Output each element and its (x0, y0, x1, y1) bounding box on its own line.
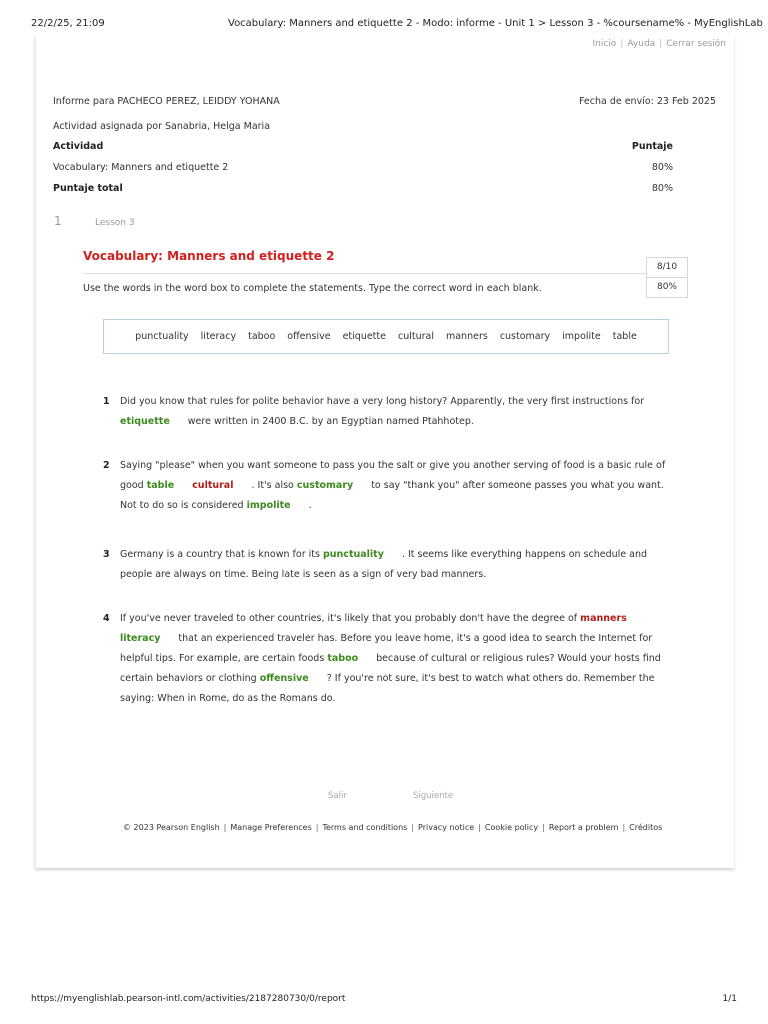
question-text-part: . It seems like everything happens on schedule and people are always on time. Being late is seen as a sign of very bad manners. (120, 549, 648, 580)
word-box-word: manners (445, 331, 488, 342)
activity-name: Vocabulary: Manners and etiquette 2 (53, 162, 229, 173)
question-item-3 (103, 545, 673, 585)
question-text-part: were written in 2400 B.C. by an Egyptian named Ptahhotep. (187, 416, 474, 427)
answer-correct: literacy (120, 633, 161, 644)
help-link[interactable]: Ayuda (627, 39, 656, 49)
footer-separator: | (542, 823, 545, 832)
print-header (31, 18, 763, 32)
answer-correct: customary (296, 480, 354, 491)
nav-separator: | (659, 39, 663, 49)
nav-separator: | (620, 39, 624, 49)
answer-correct: offensive (259, 673, 309, 684)
activity-points: 8/10 (656, 262, 678, 272)
assigned-by: Actividad asignada por Sanabria, Helga Maria (53, 121, 271, 132)
question-item-4 (103, 609, 673, 709)
word-box-word: punctuality (135, 331, 189, 342)
report-problem-link[interactable]: Report a problem (548, 823, 619, 832)
score-column-header: Puntaje (631, 141, 673, 152)
logout-link[interactable]: Cerrar sesión (666, 39, 726, 49)
activity-instructions: Use the words in the word box to complete the statements. Type the correct word in each blank. (83, 283, 542, 294)
word-box-word: table (612, 331, 637, 342)
answer-correct: etiquette (120, 416, 170, 427)
lesson-number: 1 (54, 214, 62, 228)
question-number: 2 (103, 460, 110, 471)
footer-separator: | (411, 823, 415, 832)
footer-separator: | (223, 823, 227, 832)
copyright: © 2023 Pearson English (123, 823, 220, 832)
answer-incorrect: cultural (192, 480, 234, 491)
question-text-part: If you've never traveled to other countries, it's likely that you probably don't have the degree of (120, 613, 578, 624)
print-url: https://myenglishlab.pearson-intl.com/activities/2187280730/0/report (31, 994, 346, 1004)
score-header-row (53, 141, 673, 162)
activity-column-header: Actividad (53, 141, 104, 152)
send-date: Fecha de envío: 23 Feb 2025 (578, 96, 716, 107)
answer-correct: table (146, 480, 175, 491)
answer-correct: taboo (327, 653, 359, 664)
question-text-part: . (308, 500, 312, 511)
activity-score-row (53, 162, 673, 183)
print-page-number: 1/1 (722, 994, 737, 1004)
footer-separator: | (622, 823, 626, 832)
answer-incorrect: manners (580, 613, 627, 624)
question-number: 4 (103, 613, 110, 624)
score-table (53, 141, 673, 204)
privacy-link[interactable]: Privacy notice (418, 823, 475, 832)
word-box-word: impolite (562, 331, 601, 342)
question-text-part: . It's also (251, 480, 294, 491)
question-text-part: Germany is a country that is known for its (120, 549, 320, 560)
question-text (120, 609, 673, 709)
footer-separator: | (478, 823, 481, 832)
question-text-part: that an experienced traveler has. Before you leave home, it's a good idea to search the Internet for helpful tips. For example, are certain foods (120, 633, 653, 664)
terms-link[interactable]: Terms and conditions (322, 823, 408, 832)
word-box-word: offensive (287, 331, 331, 342)
activity-percent: 80% (647, 277, 687, 297)
question-item-1 (103, 392, 673, 432)
word-box-word: cultural (397, 331, 434, 342)
print-datetime: 22/2/25, 21:09 (31, 18, 105, 29)
question-text-part: because of cultural or religious rules? Would your hosts find certain behaviors or clothing (120, 653, 661, 684)
print-title: Vocabulary: Manners and etiquette 2 - Modo: informe - Unit 1 > Lesson 3 - %coursename% - MyEnglishLab (228, 18, 763, 29)
credits-link[interactable]: Créditos (629, 823, 663, 832)
answer-correct: impolite (246, 500, 291, 511)
footer-links (123, 823, 662, 832)
question-text (120, 545, 673, 585)
question-number: 1 (103, 396, 110, 407)
question-text-part: Did you know that rules for polite behavior have a very long history? Apparently, the very first instructions for (120, 396, 645, 407)
home-link[interactable]: Inicio (592, 39, 617, 49)
answer-correct: punctuality (322, 549, 384, 560)
total-score-row (53, 183, 673, 204)
report-sheet (35, 36, 734, 868)
question-text (120, 456, 673, 516)
activity-score: 80% (651, 162, 673, 173)
word-box-word: etiquette (342, 331, 386, 342)
question-number: 3 (103, 549, 110, 560)
manage-preferences-link[interactable]: Manage Preferences (230, 823, 312, 832)
total-score-label: Puntaje total (53, 183, 123, 194)
exit-button[interactable]: Salir (328, 791, 347, 801)
word-box-word: customary (499, 331, 551, 342)
question-text-part: to say "thank you" after someone passes you what you want. Not to do so is considered (120, 480, 664, 511)
lesson-name: Lesson 3 (95, 218, 135, 228)
word-box-word: taboo (248, 331, 276, 342)
report-student: Informe para PACHECO PEREZ, LEIDDY YOHANA (53, 96, 280, 107)
top-nav (593, 39, 727, 49)
activity-score-box (646, 257, 688, 298)
question-item-2 (103, 456, 673, 516)
word-box-word: literacy (200, 331, 237, 342)
question-text-part: ? If you're not sure, it's best to watch what others do. Remember the saying: When in Rome, do as the Romans do. (120, 673, 655, 704)
activity-title: Vocabulary: Manners and etiquette 2 (83, 249, 335, 263)
next-button[interactable]: Siguiente (413, 791, 454, 801)
question-text (120, 392, 673, 432)
word-box (103, 319, 669, 354)
title-divider (83, 273, 646, 274)
total-score: 80% (651, 183, 673, 194)
footer-separator: | (315, 823, 319, 832)
cookie-policy-link[interactable]: Cookie policy (484, 823, 539, 832)
question-text-part: Saying "please" when you want someone to pass you the salt or give you another serving of food is a basic rule of good (120, 460, 666, 491)
